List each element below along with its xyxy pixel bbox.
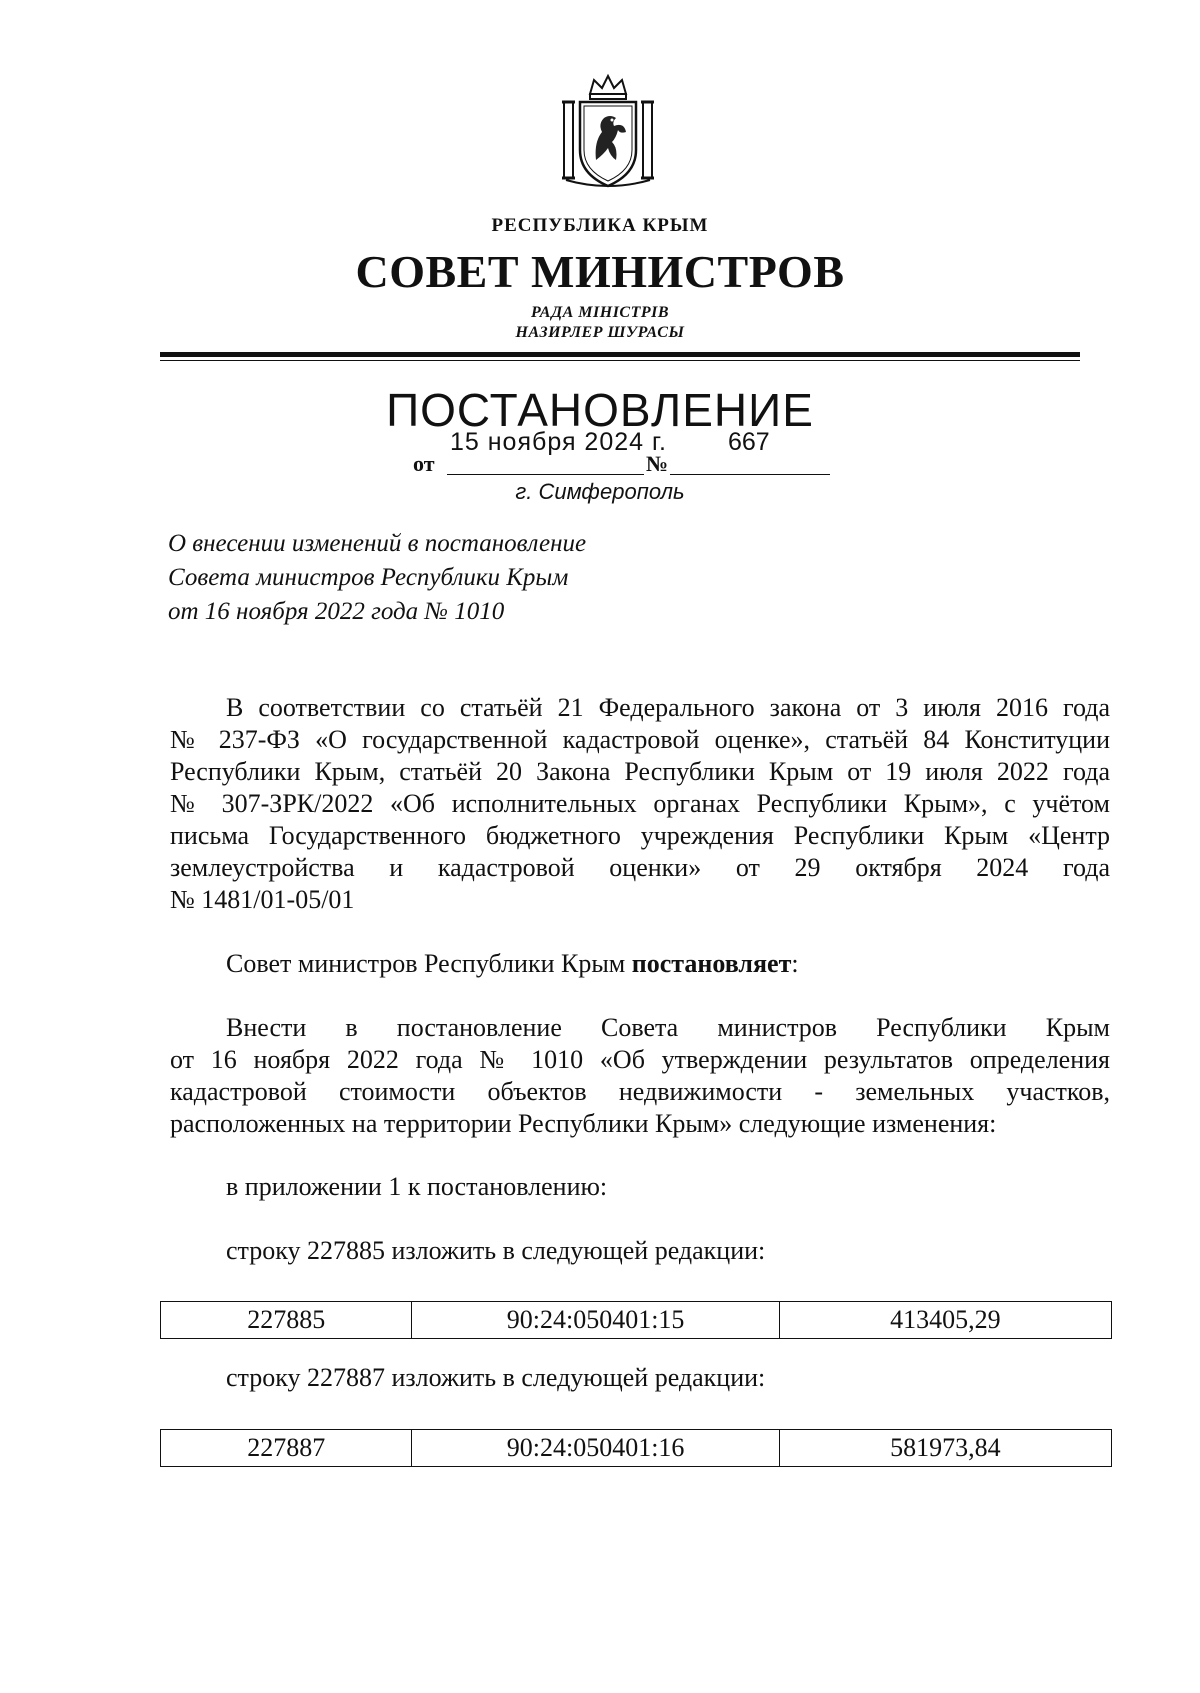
subject-line: О внесении изменений в постановление [168,530,587,557]
subject-line: Совета министров Республики Крым [168,564,569,591]
date-label: от [413,451,435,476]
cadastral-number-cell: 90:24:050401:16 [412,1430,779,1466]
decree-date: 15 ноября 2024 г. [450,428,667,456]
body-paragraph-line: строку 227885 изложить в следующей редакции: [226,1236,766,1265]
document-type-title: ПОСТАНОВЛЕНИЕ [386,384,814,436]
header-divider-thick [160,352,1080,357]
cadastral-value-cell: 413405,29 [890,1305,1001,1334]
council-name-crimean-tatar: НАЗИРЛЕР ШУРАСЫ [515,324,685,341]
resolution-keyword: постановляет [631,949,792,978]
row-number-cell: 227887 [161,1430,412,1466]
cadastral-value-cell: 581973,84 [890,1433,1001,1462]
table-row [160,1429,1112,1467]
body-paragraph-line: Внести в постановление Совета министров Республики Крым [226,1013,1110,1042]
body-paragraph-line: Республики Крым, статьёй 20 Закона Республики Крым от 19 июля 2022 года [170,757,1110,786]
body-paragraph-line: расположенных на территории Республики Крым» следующие изменения: [170,1109,997,1138]
body-paragraph-line: № 1481/01-05/01 [170,885,355,914]
council-name: СОВЕТ МИНИСТРОВ [355,246,845,297]
number-underline [670,474,830,475]
crimea-coat-of-arms-icon [560,72,656,190]
decree-number: 667 [728,428,770,456]
resolution-text: Совет министров Республики Крым [226,949,632,978]
body-paragraph-line: В соответствии со статьёй 21 Федерального закона от 3 июля 2016 года [226,693,1110,722]
body-paragraph-line: письма Государственного бюджетного учреждения Республики Крым «Центр [170,821,1110,850]
subject-line: от 16 ноября 2022 года № 1010 [168,598,505,625]
resolution-clause [226,949,1110,979]
body-paragraph-line: от 16 ноября 2022 года № 1010 «Об утверждении результатов определения [170,1045,1110,1074]
resolution-colon: : [791,949,799,978]
date-underline [447,474,644,475]
body-paragraph-line: № 307-ЗРК/2022 «Об исполнительных органах Республики Крым», с учётом [170,789,1110,818]
body-paragraph-line: № 237-ФЗ «О государственной кадастровой оценке», статьёй 84 Конституции [170,725,1110,754]
body-paragraph-line: строку 227887 изложить в следующей редакции: [226,1363,766,1392]
issuing-city: г. Симферополь [515,479,685,504]
table-row [160,1301,1112,1339]
header-divider-thin [160,360,1080,361]
body-paragraph-line: кадастровой стоимости объектов недвижимости - земельных участков, [170,1077,1110,1106]
body-paragraph-line: в приложении 1 к постановлению: [226,1172,608,1201]
council-name-ukrainian: РАДА МІНІСТРІВ [530,304,670,321]
row-number-cell: 227885 [161,1302,412,1338]
cadastral-number-cell: 90:24:050401:15 [412,1302,779,1338]
body-paragraph-line: землеустройства и кадастровой оценки» от 29 октября 2024 года [170,853,1110,882]
number-label: № [646,451,669,476]
republic-name: РЕСПУБЛИКА КРЫМ [491,215,709,236]
